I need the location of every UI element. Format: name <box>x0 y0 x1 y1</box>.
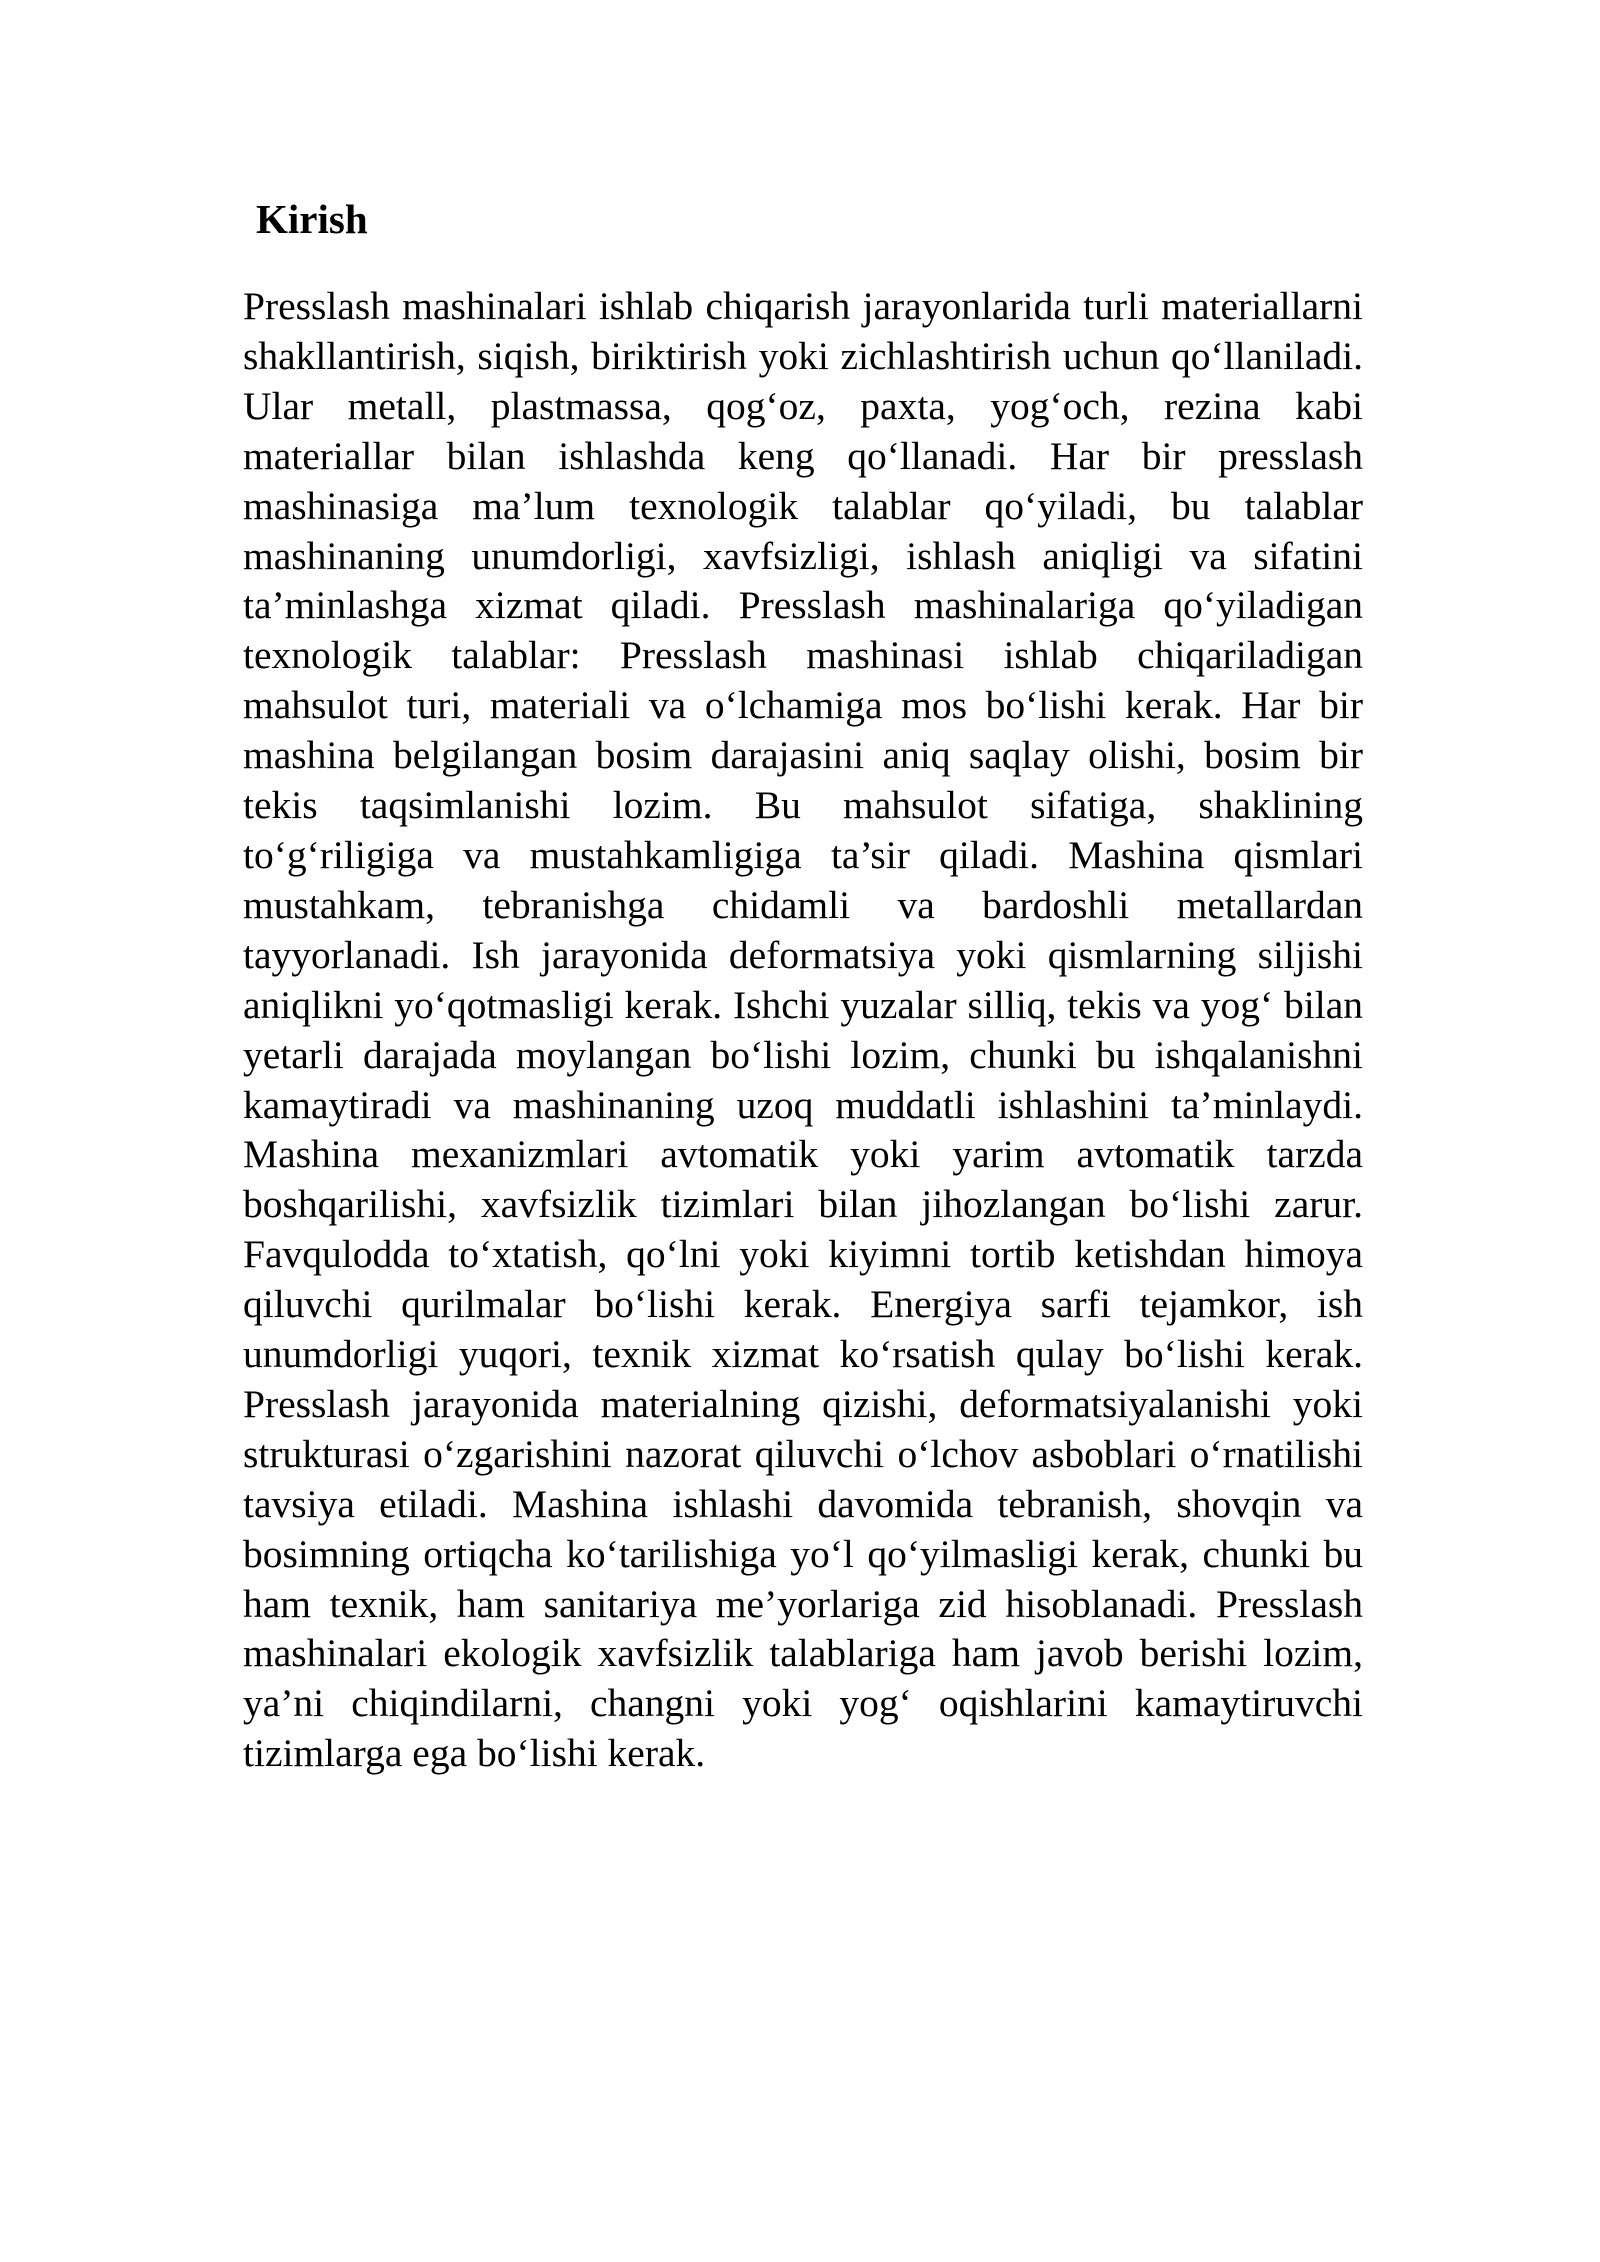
body-paragraph: Presslash mashinalari ishlab chiqarish jarayonlarida turli materiallarni shakllantirish, siqish, biriktirish yoki zichlashtirish uchun qo‘llaniladi. Ular metall, plastmassa, qog‘oz, paxta, yog‘och, rezina kabi materiallar bilan ishlashda keng qo‘llanadi. Har bir presslash mashinasiga ma’lum texnologik talablar qo‘yiladi, bu talablar mashinaning unumdorligi, xavfsizligi, ishlash aniqligi va sifatini ta’minlashga xizmat qiladi. Presslash mashinalariga qo‘yiladigan texnologik talablar: Presslash mashinasi ishlab chiqariladigan mahsulot turi, materiali va o‘lchamiga mos bo‘lishi kerak. Har bir mashina belgilangan bosim darajasini aniq saqlay olishi, bosim bir tekis taqsimlanishi lozim. Bu mahsulot sifatiga, shaklining to‘g‘riligiga va mustahkamligiga ta’sir qiladi. Mashina qismlari mustahkam, tebranishga chidamli va bardoshli metallardan tayyorlanadi. Ish jarayonida deformatsiya yoki qismlarning siljishi aniqlikni yo‘qotmasligi kerak. Ishchi yuzalar silliq, tekis va yog‘ bilan yetarli darajada moylangan bo‘lishi lozim, chunki bu ishqalanishni kamaytiradi va mashinaning uzoq muddatli ishlashini ta’minlaydi. Mashina mexanizmlari avtomatik yoki yarim avtomatik tarzda boshqarilishi, xavfsizlik tizimlari bilan jihozlangan bo‘lishi zarur. Favqulodda to‘xtatish, qo‘lni yoki kiyimni tortib ketishdan himoya qiluvchi qurilmalar bo‘lishi kerak. Energiya sarfi tejamkor, ish unumdorligi yuqori, texnik xizmat ko‘rsatish qulay bo‘lishi kerak. Presslash jarayonida materialning qizishi, deformatsiyalanishi yoki strukturasi o‘zgarishini nazorat qiluvchi o‘lchov asboblari o‘rnatilishi tavsiya etiladi. Mashina ishlashi davomida tebranish, shovqin va bosimning ortiqcha ko‘tarilishiga yo‘l qo‘yilmasligi kerak, chunki bu ham texnik, ham sanitariya me’yorlariga zid hisoblanadi. Presslash mashinalari ekologik xavfsizlik talablariga ham javob berishi lozim, ya’ni chiqindilarni, changni yoki yog‘ oqishlarini kamaytiruvchi tizimlarga ega bo‘lishi kerak. <box>243 284 1363 1776</box>
section-heading: Kirish <box>256 196 368 242</box>
